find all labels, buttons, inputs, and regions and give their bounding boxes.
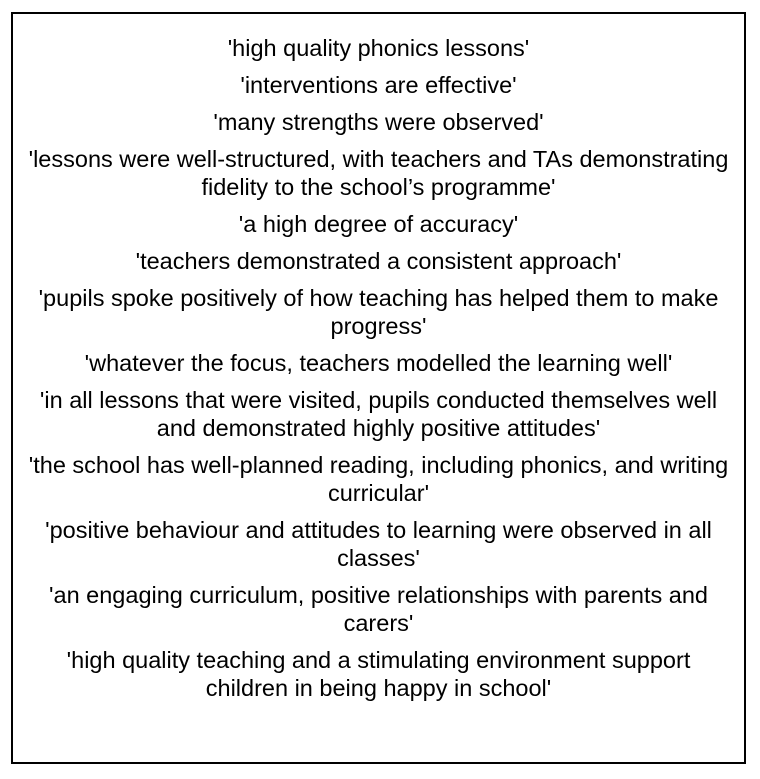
quote-list	[13, 34, 744, 711]
quote-item: 'pupils spoke positively of how teaching has helped them to make progress'	[38, 285, 719, 339]
quote-item: 'high quality phonics lessons'	[227, 35, 530, 61]
quote-item: 'positive behaviour and attitudes to learning were observed in all classes'	[45, 517, 712, 571]
quotes-box	[11, 12, 746, 764]
quote-item: 'interventions are effective'	[240, 72, 517, 98]
quote-item: 'the school has well-planned reading, including phonics, and writing curricular'	[28, 452, 729, 506]
quote-item: 'in all lessons that were visited, pupils conducted themselves well and demonstrated highly positive attitudes'	[39, 387, 718, 441]
quote-item: 'teachers demonstrated a consistent approach'	[135, 248, 622, 274]
quote-item: 'high quality teaching and a stimulating environment support children in being happy in school'	[66, 647, 691, 701]
quote-item: 'lessons were well-structured, with teachers and TAs demonstrating fidelity to the school’s programme'	[28, 146, 729, 200]
quote-item: 'an engaging curriculum, positive relationships with parents and carers'	[49, 582, 708, 636]
quote-item: 'many strengths were observed'	[213, 109, 544, 135]
quote-item: 'a high degree of accuracy'	[238, 211, 519, 237]
quote-item: 'whatever the focus, teachers modelled the learning well'	[84, 350, 673, 376]
